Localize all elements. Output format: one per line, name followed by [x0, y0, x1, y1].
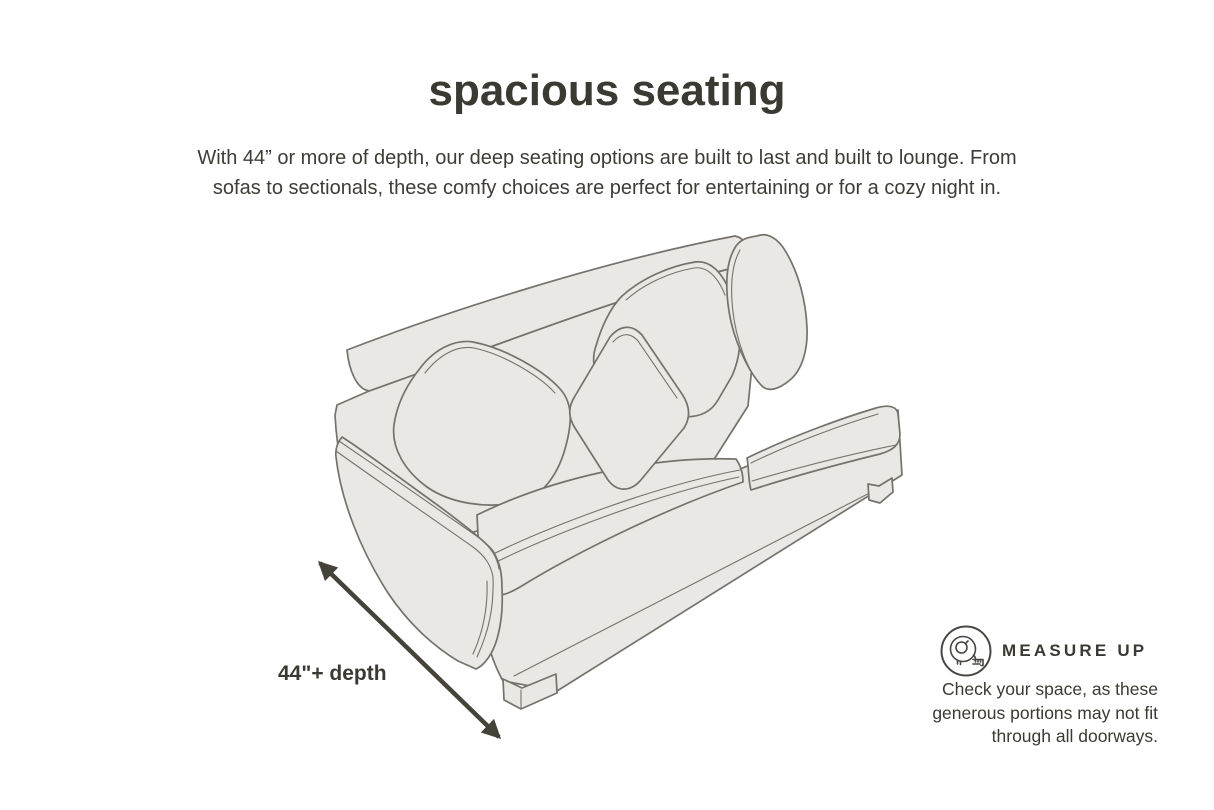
measure-up-note-line-3: through all doorways.: [991, 726, 1158, 746]
measure-up-heading: MEASURE UP: [1002, 641, 1148, 660]
sofa-illustration: [335, 235, 902, 709]
depth-dimension-label: 44"+ depth: [278, 662, 387, 685]
measure-up-note-line-2: generous portions may not fit: [932, 702, 1158, 723]
intro-line-2: sofas to sectionals, these comfy choices are perfect for entertaining or for a cozy night in.: [212, 177, 1002, 199]
intro-line-1: With 44” or more of depth, our deep seating options are built to last and built to lounge. From: [197, 147, 1017, 169]
sofa-diagram: [270, 220, 950, 770]
measure-up-note-line-1: Check your space, as these: [942, 679, 1158, 699]
measure-up-note: [932, 678, 1158, 749]
intro-text: [0, 143, 1214, 203]
page-title: spacious seating: [428, 66, 786, 115]
tape-measure-icon: [939, 624, 993, 678]
